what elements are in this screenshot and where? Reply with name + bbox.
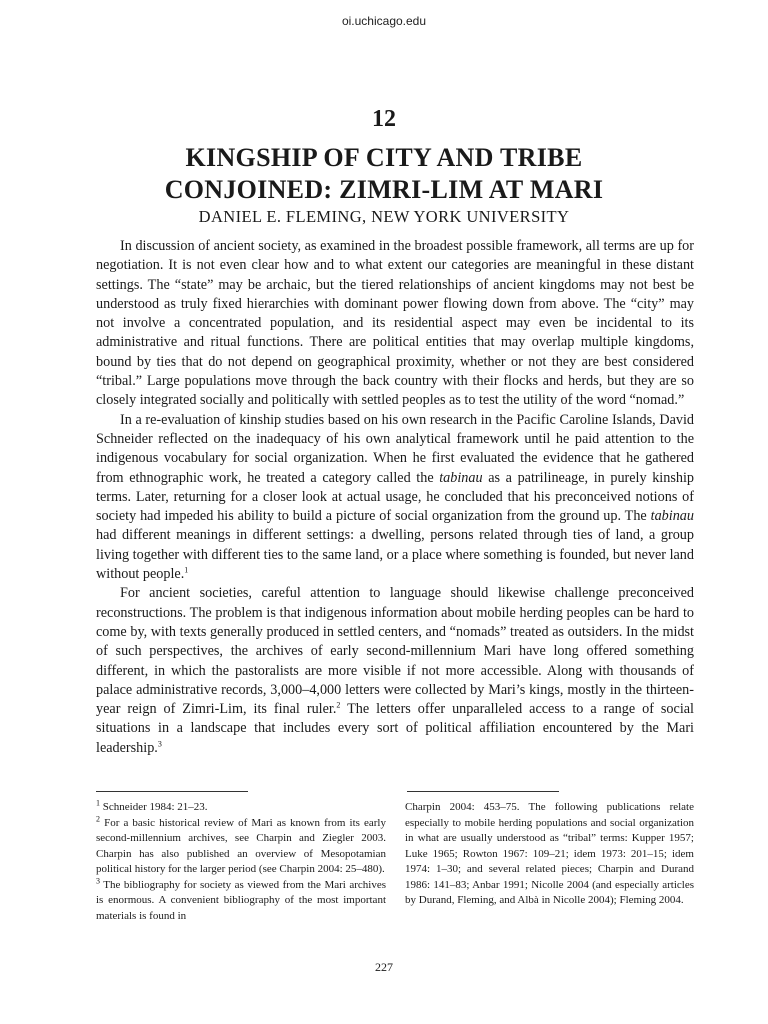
footnote-3 [96, 875, 386, 925]
footnote-ref-1[interactable]: 1 [184, 565, 189, 575]
footnote-2 [96, 813, 386, 878]
footnote-3-continued: Charpin 2004: 453–75. The following publications relate especially to mobile herding populations and social organization in what are usually understood as “tribal” terms: Kupper 1957; Luke 1965; Rowton 1967: 109–21; idem 1973: 201–15; idem 1974: 1–30; and several related pieces; Charpin and Durand 1986: 141–83; Anbar 1991; Nicolle 2004 (and especially articles by Durand, Fleming, and Albà in Nicolle 2004); Fleming 2004. [405, 801, 694, 906]
chapter-title-line-2: CONJOINED: ZIMRI-LIM AT MARI [164, 175, 604, 204]
footnote-1-number: 1 [96, 798, 100, 808]
footnote-3-text: The bibliography for society as viewed from the Mari archives is enormous. A convenient bibliography of the most important materials is found in [96, 878, 386, 922]
paragraph-2-text-c: had different meanings in different settings: a dwelling, persons related through ties of land, a group living together with different ties to the same land, or a place where something is founded, but never land without people. [96, 527, 694, 583]
footnote-2-number: 2 [96, 813, 100, 823]
footnote-ref-3[interactable]: 3 [157, 738, 162, 748]
body-text [96, 237, 694, 758]
source-url: oi.uchicago.edu [341, 14, 427, 28]
author-byline: DANIEL E. FLEMING, NEW YORK UNIVERSITY [198, 207, 570, 226]
footnote-1 [96, 800, 386, 816]
footnote-divider-right [407, 791, 559, 792]
footnotes-left-column [96, 800, 386, 924]
paragraph-3 [96, 584, 694, 758]
term-tabinau-1: tabinau [439, 469, 483, 486]
footnotes-right-column [405, 800, 694, 909]
footnote-3-number: 3 [96, 875, 100, 885]
paragraph-2 [96, 411, 694, 585]
paragraph-1: In discussion of ancient society, as examined in the broadest possible framework, all terms are up for negotiation. It is not even clear how and to what extent our categories are meaningful in these distant settings. The “state” may be archaic, but the tiered relationships of ancient kingdoms may not best be understood as truly fixed hierarchies with dominant power flowing down from above. The “city” may not involve a concentrated population, and its residential aspect may even be incidental to its administrative and ritual functions. There are political entities that may overlap multiple kingdoms, bound by ties that do not depend on geographical proximity, whether or not they are best considered “tribal.” Large populations move through the back country with their flocks and herds, but they are so closely integrated socially and politically with settled peoples as to test the utility of the word “nomad.” [96, 238, 694, 409]
paragraph-3-text-b: The letters offer unparalleled access to a range of social situations in a landscape that includes every sort of political affiliation encountered by the Mari leadership. [96, 701, 695, 756]
paragraph-2-text-b: as a patrilineage, in purely kinship terms. Later, returning for a closer look at actual usage, he concluded that his preconceived notions of society had impeded his ability to build a picture of social organization from the ground up. The [96, 469, 694, 525]
chapter-title-line-1: KINGSHIP OF CITY AND TRIBE [185, 143, 583, 172]
footnote-2-text: For a basic historical review of Mari as known from its early second-millennium archives, see Charpin and Ziegler 2003. Charpin has also published an overview of Mesopotamian political history for the larger period (see Charpin 2004: 25–480). [96, 816, 386, 875]
paragraph-3-text-a: For ancient societies, careful attention to language should likewise challenge preconceived reconstructions. The problem is that indigenous information about mobile herding peoples can be hard to come by, with texts generally produced in settled centers, and “nomads” treated as outsiders. In the midst of such perspectives, the archives of early second-millennium Mari have long offered something different, in which the pastoralists are more visible if not more accessible. Along with thousands of palace administrative records, 3,000–4,000 letters were collected by Mari’s kings, mostly in the thirteen-year reign of Zimri-Lim, its final ruler. [96, 585, 694, 718]
chapter-title [0, 142, 768, 206]
footnote-divider-left [96, 791, 248, 792]
footnote-ref-2[interactable]: 2 [336, 700, 341, 710]
page-number: 227 [375, 960, 393, 974]
footnote-1-text: Schneider 1984: 21–23. [100, 801, 208, 813]
paragraph-2-text-a: In a re-evaluation of kinship studies based on his own research in the Pacific Caroline Islands, David Schneider reflected on the inadequacy of his own analytical framework until he paid attention to the indigenous vocabulary for social organization. When he first evaluated the evidence that he gathered from ethnographic work, he treated a category called the [96, 411, 694, 486]
term-tabinau-2: tabinau [650, 508, 694, 525]
chapter-number: 12 [372, 106, 396, 132]
